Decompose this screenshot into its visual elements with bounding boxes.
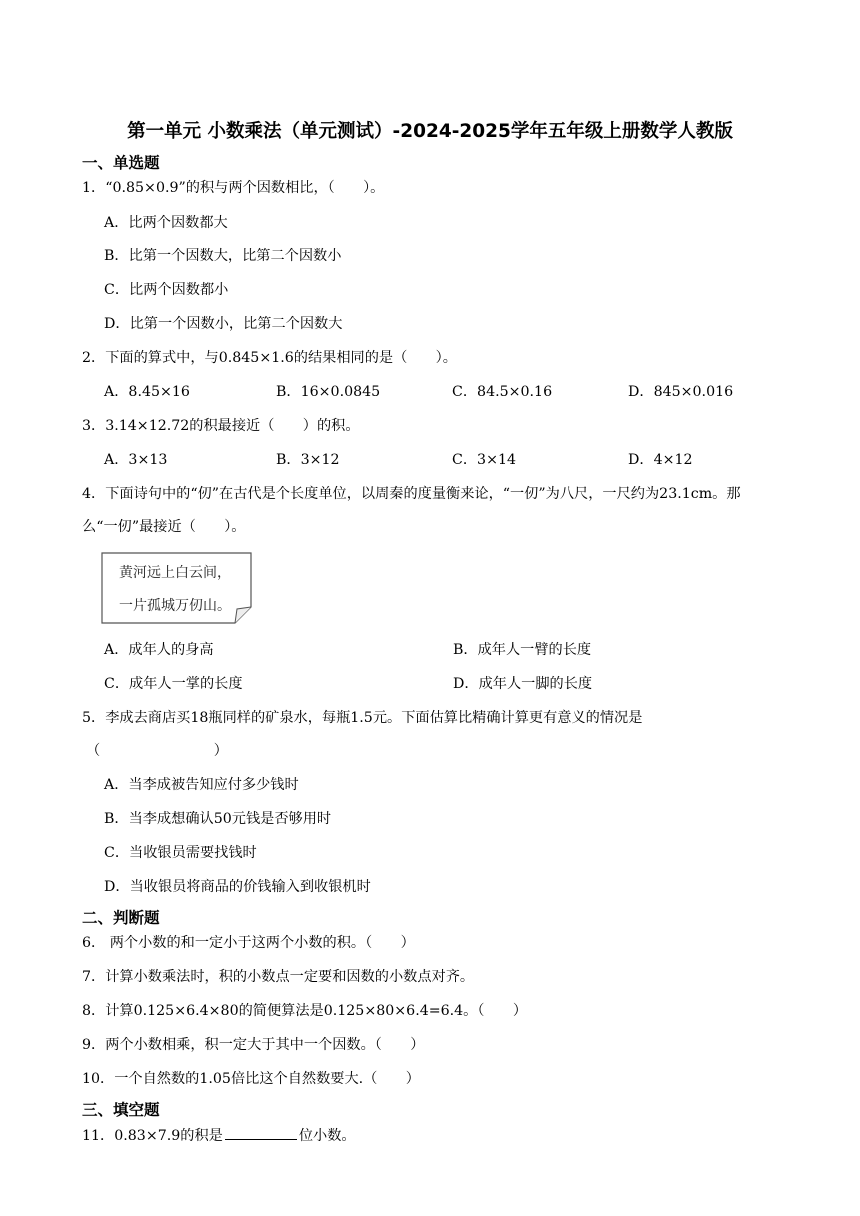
question-4-option-a: A．成年人的身高 — [104, 642, 214, 658]
question-2-option-b: B．16×0.0845 — [276, 384, 381, 400]
question-11 — [82, 1125, 356, 1146]
question-2-option-d: D．845×0.016 — [628, 384, 734, 400]
question-1-option-c: C．比两个因数都小 — [104, 282, 229, 298]
question-1-stem: 1．“0.85×0.9”的积与两个因数相比，（ ）。 — [82, 180, 385, 196]
question-11-text-after: 位小数。 — [298, 1128, 356, 1144]
section-heading-single-choice: 一、单选题 — [82, 154, 160, 172]
question-5-stem-line1: 5．李成去商店买18瓶同样的矿泉水，每瓶1.5元。下面估算比精确计算更有意义的情况是 — [82, 710, 643, 726]
question-5-option-a: A．当李成被告知应付多少钱时 — [104, 777, 299, 793]
question-10: 10．一个自然数的1.05倍比这个自然数要大.（ ） — [82, 1071, 420, 1087]
poem-line-1: 黄河远上白云间， — [119, 565, 231, 581]
question-3-option-b: B．3×12 — [276, 452, 340, 468]
question-5-stem-line2: （ ） — [86, 743, 228, 759]
question-4-stem-line1: 4．下面诗句中的“仞”在古代是个长度单位，以周秦的度量衡来论，“一仞”为八尺，一尺约为23.1cm。那 — [82, 486, 741, 502]
question-3-stem: 3．3.14×12.72的积最接近（ ）的积。 — [82, 418, 360, 434]
question-4-option-d: D．成年人一脚的长度 — [453, 676, 593, 692]
question-11-text-before: 11．0.83×7.9的积是 — [82, 1128, 223, 1144]
page-title: 第一单元 小数乘法（单元测试）-2024-2025学年五年级上册数学人教版 — [127, 121, 733, 142]
question-4-option-c: C．成年人一掌的长度 — [104, 676, 243, 692]
question-9: 9．两个小数相乘，积一定大于其中一个因数。（ ） — [82, 1037, 425, 1053]
question-1-option-a: A．比两个因数都大 — [104, 215, 228, 231]
question-5-option-b: B．当李成想确认50元钱是否够用时 — [104, 811, 332, 827]
question-3-option-a: A．3×13 — [104, 452, 168, 468]
poem-line-2: 一片孤城万仞山。 — [119, 598, 231, 614]
question-1-option-b: B．比第一个因数大，比第二个因数小 — [104, 248, 342, 264]
question-5-option-c: C．当收银员需要找钱时 — [104, 845, 257, 861]
section-heading-fill-in: 三、填空题 — [82, 1101, 160, 1119]
question-7: 7．计算小数乘法时，积的小数点一定要和因数的小数点对齐。 — [82, 969, 475, 985]
question-4-option-b: B．成年人一臂的长度 — [453, 642, 592, 658]
section-heading-true-false: 二、判断题 — [82, 909, 160, 927]
question-3-option-d: D．4×12 — [628, 452, 693, 468]
question-2-stem: 2．下面的算式中，与0.845×1.6的结果相同的是（ ）。 — [82, 350, 457, 366]
question-11-answer-blank[interactable] — [225, 1125, 297, 1140]
question-5-option-d: D．当收银员将商品的价钱输入到收银机时 — [104, 879, 371, 895]
question-3-option-c: C．3×14 — [452, 452, 517, 468]
question-6: 6． 两个小数的和一定小于这两个小数的积。（ ） — [82, 935, 415, 951]
question-2-option-c: C．84.5×0.16 — [452, 384, 553, 400]
question-1-option-d: D．比第一个因数小，比第二个因数大 — [104, 316, 343, 332]
question-8: 8．计算0.125×6.4×80的简便算法是0.125×80×6.4=6.4。（ ） — [82, 1003, 528, 1019]
question-4-stem-line2: 么“一仞”最接近（ ）。 — [82, 519, 246, 535]
poem-card — [101, 552, 251, 622]
question-2-option-a: A．8.45×16 — [104, 384, 190, 400]
